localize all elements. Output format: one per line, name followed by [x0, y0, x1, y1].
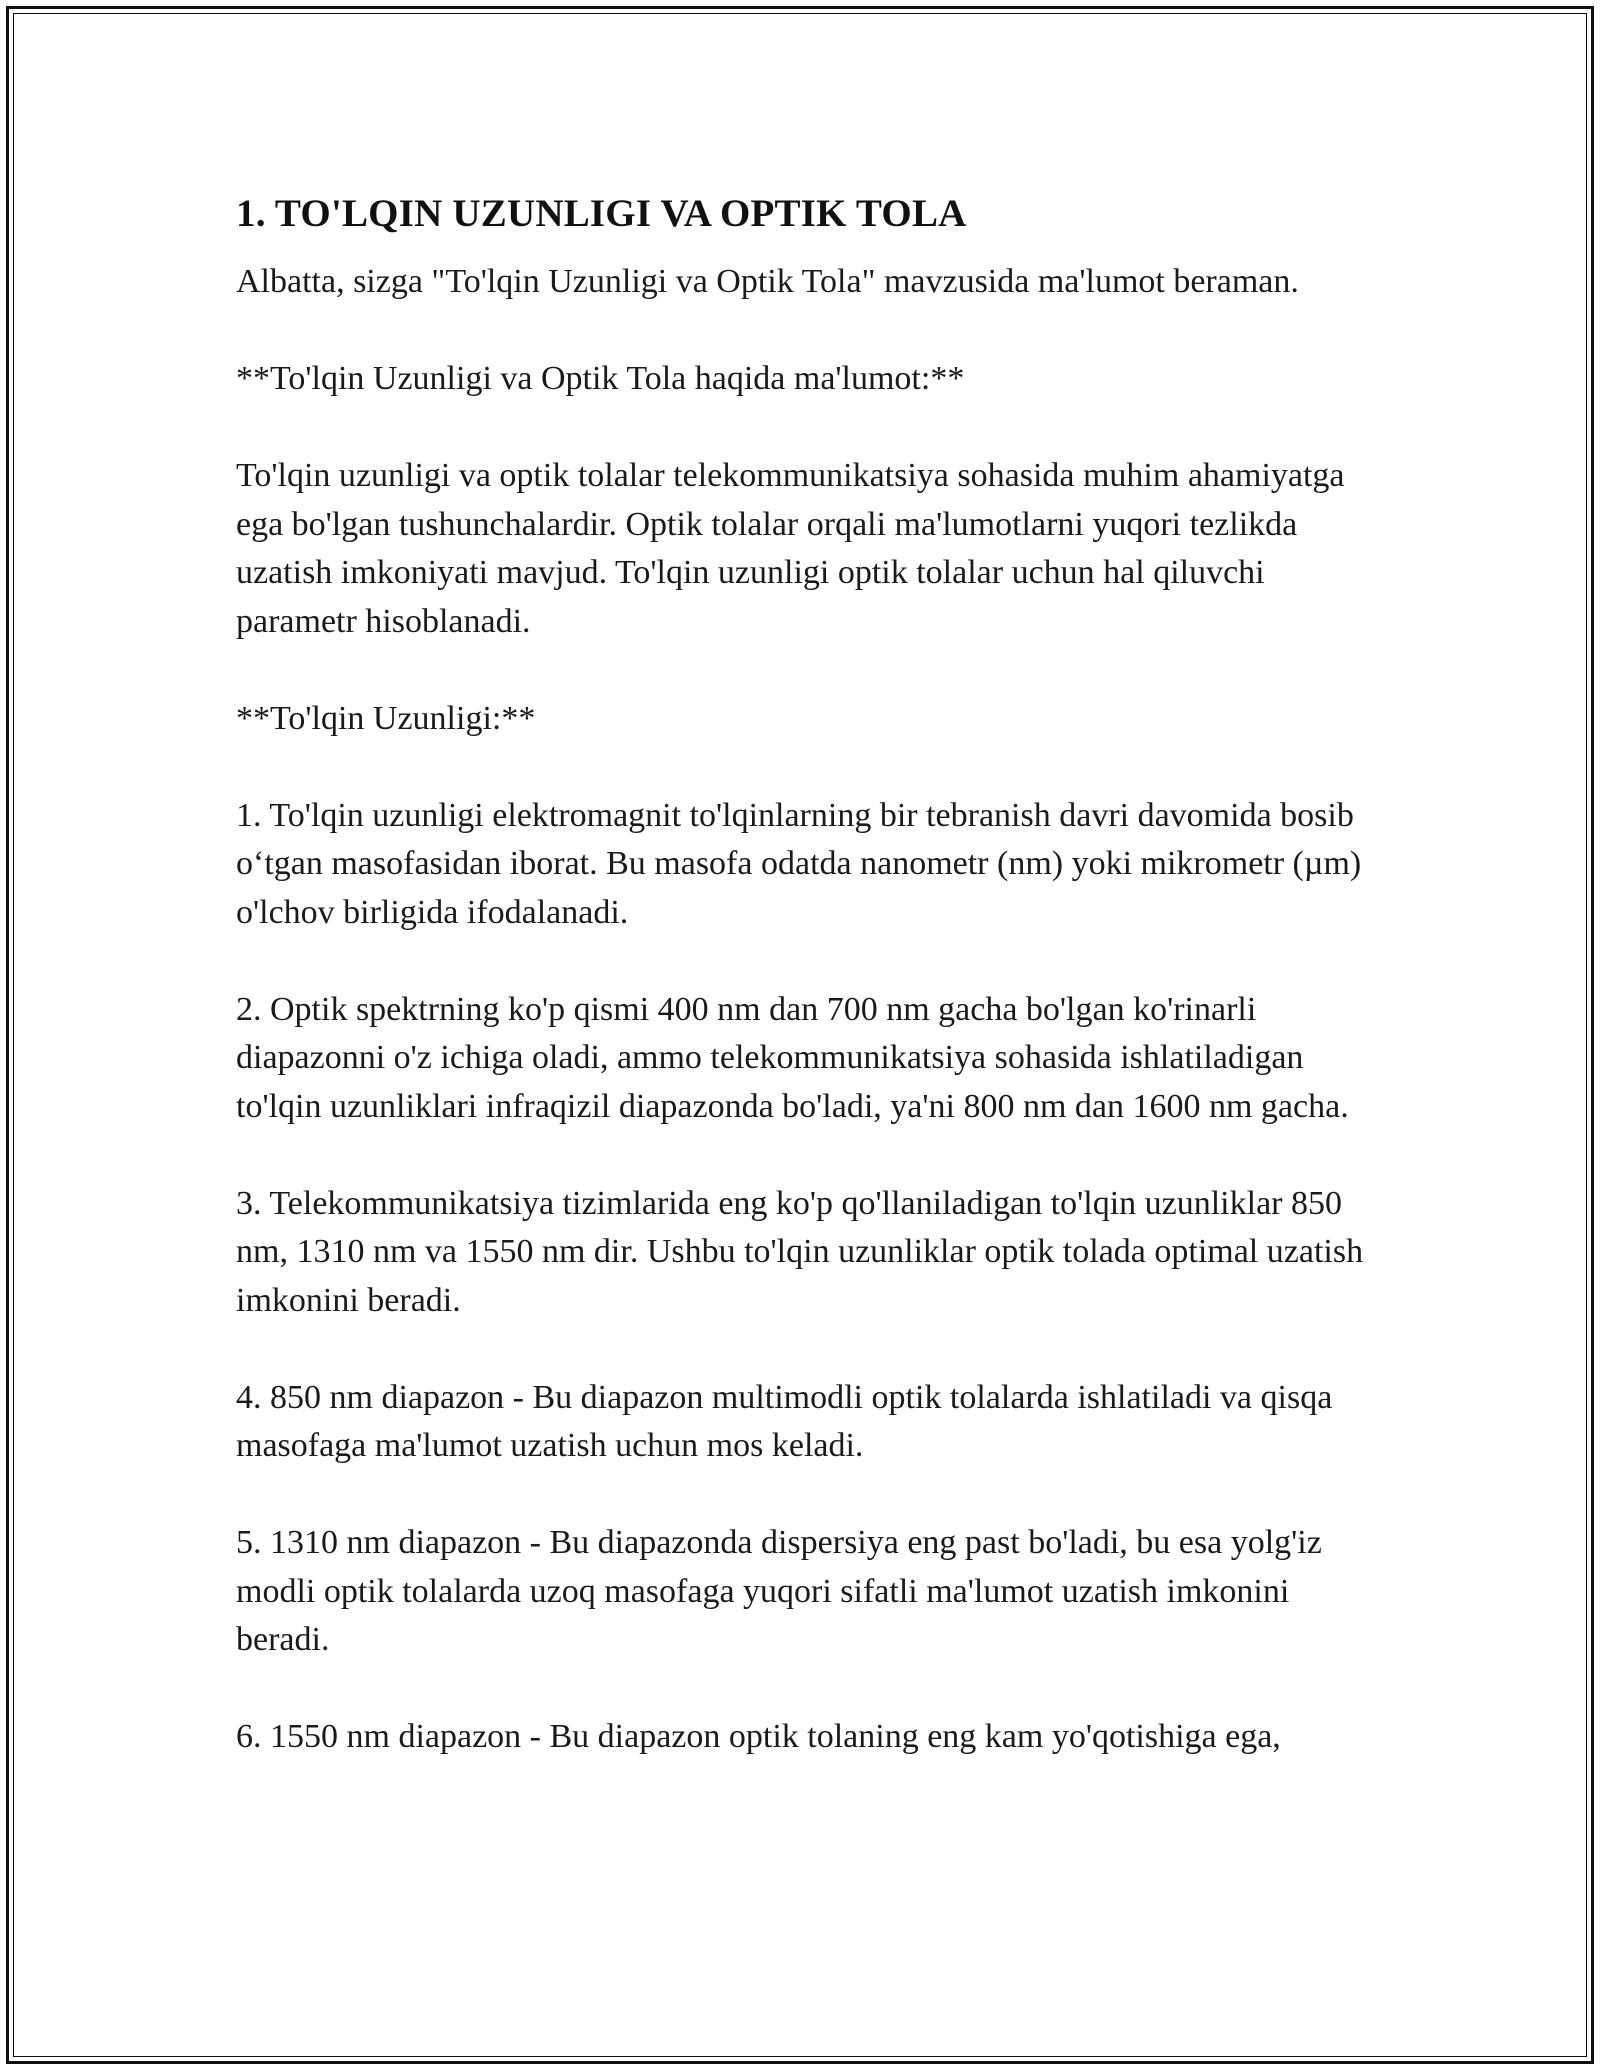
paragraph-subheading-info: **To'lqin Uzunligi va Optik Tola haqida ma'lumot:** — [236, 360, 965, 397]
paragraph-overview: To'lqin uzunligi va optik tolalar telekommunikatsiya sohasida muhim ahamiyatga ega bo'lgan tushunchalardir. Optik tolalar orqali ma'lumotlarni yuqori tezlikda uzatish imkoniyati mavjud. To'lqin uzunligi optik tolalar uchun hal qiluvchi parametr hisoblanadi. — [236, 457, 1345, 640]
list-item-6: 6. 1550 nm diapazon - Bu diapazon optik tolaning eng kam yo'qotishiga ega, — [236, 1718, 1281, 1755]
spacer — [236, 242, 1386, 258]
document-body — [236, 186, 1386, 1762]
spacer — [236, 646, 1386, 695]
list-item-3: 3. Telekommunikatsiya tizimlarida eng ko'p qo'llaniladigan to'lqin uzunliklar 850 nm, 1310 nm va 1550 nm dir. Ushbu to'lqin uzunliklar optik tolada optimal uzatish imkonini beradi. — [236, 1184, 1364, 1319]
spacer — [236, 1131, 1386, 1180]
spacer — [236, 937, 1386, 986]
page-title: 1. TO'LQIN UZUNLIGI VA OPTIK TOLA — [236, 192, 967, 235]
spacer — [236, 307, 1386, 356]
spacer — [236, 1471, 1386, 1520]
spacer — [236, 1325, 1386, 1374]
list-item-4: 4. 850 nm diapazon - Bu diapazon multimodli optik tolalarda ishlatiladi va qisqa masofaga ma'lumot uzatish uchun mos keladi. — [236, 1378, 1333, 1464]
spacer — [236, 1665, 1386, 1714]
spacer — [236, 743, 1386, 792]
list-item-1: 1. To'lqin uzunligi elektromagnit to'lqinlarning bir tebranish davri davomida bosib o‘tgan masofasidan iborat. Bu masofa odatda nanometr (nm) yoki mikrometr (µm) o'lchov birligida ifodalanadi. — [236, 796, 1362, 931]
spacer — [236, 404, 1386, 453]
paragraph-intro: Albatta, sizga "To'lqin Uzunligi va Optik Tola" mavzusida ma'lumot beraman. — [236, 263, 1299, 300]
paragraph-subheading-wavelength: **To'lqin Uzunligi:** — [236, 699, 536, 737]
list-item-5: 5. 1310 nm diapazon - Bu diapazonda dispersiya eng past bo'ladi, bu esa yolg'iz modli optik tolalarda uzoq masofaga yuqori sifatli ma'lumot uzatish imkonini beradi. — [236, 1524, 1322, 1658]
list-item-2: 2. Optik spektrning ko'p qismi 400 nm dan 700 nm gacha bo'lgan ko'rinarli diapazonni o'z ichiga oladi, ammo telekommunikatsiya sohasida ishlatiladigan to'lqin uzunliklari infraqizil diapazonda bo'ladi, ya'ni 800 nm dan 1600 nm gacha. — [236, 990, 1349, 1125]
